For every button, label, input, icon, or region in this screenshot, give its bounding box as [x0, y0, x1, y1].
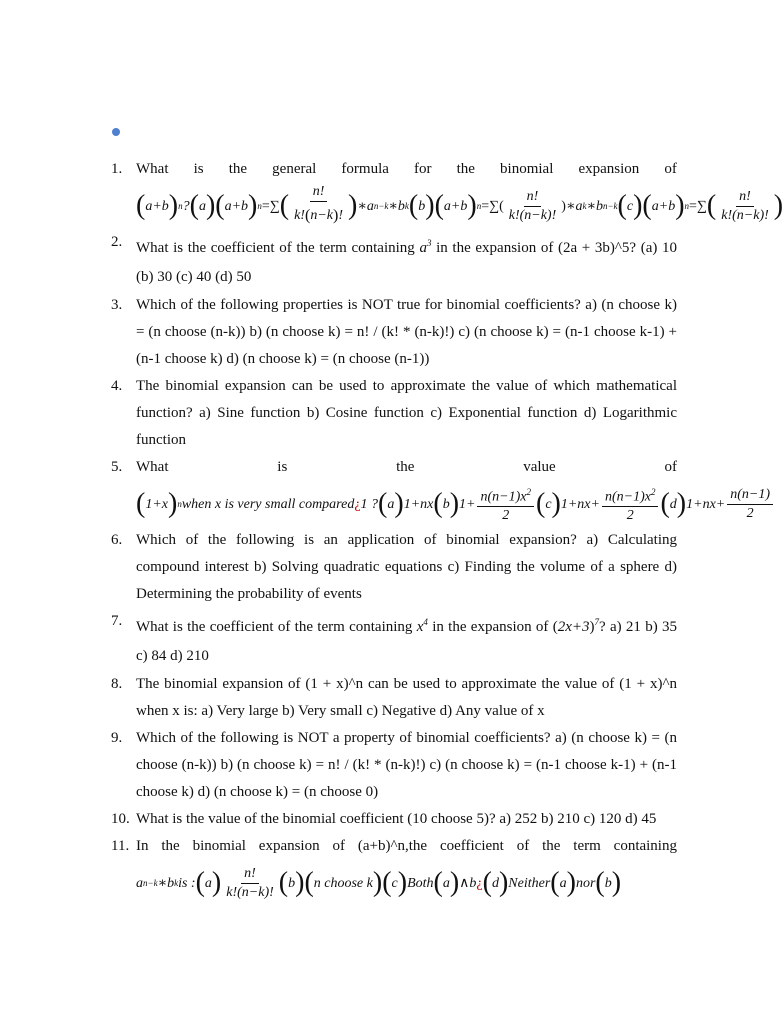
question-list: [0, 156, 783, 906]
question-text: The binomial expansion of (1 + x)^n can be used to approximate the value of (1 + x)^n when x is: a) Very large b) Very small c) Negative d) Any value of x: [136, 676, 677, 719]
question-text: What is the value of: [136, 459, 677, 475]
question-text: In the binomial expansion of (a+b)^n,the coefficient of the term containing: [136, 838, 677, 854]
question-11: [0, 833, 768, 906]
question-5: [0, 454, 771, 527]
question-text: What is the general formula for the binomial expansion of: [136, 161, 677, 177]
question-math: ( a+b ) n ? ( a ) ( a+b ) n =∑ ( $\frac{n!}{k!(n-k)!}$ ) ∗a n−k ∗b k ( b ) ( a+b ) n =∑( $\frac{n!}{k!(n-k)!}$ ) ∗a k ∗b n−k ( c ) ( a+b ) n =∑ ( $\frac{n!}{k!(n-k)!}$ ): [136, 183, 783, 224]
question-text: Which of the following is NOT a property of binomial coefficients? a) (n choose k) = (n choose (n-k)) b) (n choose k) = n! / (k! * (n-k)!) c) (n choose k) = (n-1 choose k-1) + (n-1 choose k) d) (n choose k) = (n choose 0): [136, 730, 677, 800]
question-text: What is the coefficient of the term containing $x^4$ in the expansion of $(2x+3)^7$? a) 21 b) 35 c) 84 d) 210: [136, 617, 678, 664]
question-number: 2.: [111, 234, 123, 250]
question-number: 10.: [111, 811, 130, 827]
list-bullet: [112, 128, 120, 136]
question-text: Which of the following is an application of binomial expansion? a) Calculating compound interest b) Solving quadratic equations c) Finding the volume of a sphere d) Determining the probability of events: [136, 532, 677, 602]
question-number: 6.: [111, 532, 123, 548]
question-number: 5.: [111, 459, 123, 475]
question-text: Which of the following properties is NOT true for binomial coefficients? a) (n choose k) = (n choose (n-k)) b) (n choose k) = n! / (k! * (n-k)!) c) (n choose k) = (n-1 choose k-1) + (n-1 choose k) d) (n choose k) = (n choose (n-1)): [136, 297, 677, 367]
question-number: 8.: [111, 676, 123, 692]
question-math: a n−k ∗b k is : ( a ) $\frac{n!}{k!(n-k)!}$ ( b ) ( n choose k ) ( c ) Both ( a ) ∧b ¿ ( d ) Neither ( a ) nor ( b ): [136, 865, 622, 900]
question-4: [0, 373, 768, 454]
question-number: 3.: [111, 297, 123, 313]
question-number: 7.: [111, 613, 123, 629]
question-6: [0, 527, 768, 608]
question-10: [0, 806, 768, 833]
question-9: [0, 725, 768, 806]
question-text: The binomial expansion can be used to approximate the value of which mathematical function? a) Sine function b) Cosine function c) Exponential function d) Logarithmic function: [136, 378, 677, 448]
question-text: What is the coefficient of the term containing $a^3$ in the expansion of (2a + 3b)^5? (a) 10 (b) 30 (c) 40 (d) 50: [136, 238, 678, 285]
question-number: 11.: [111, 838, 130, 854]
question-number: 1.: [111, 161, 123, 177]
question-7: [0, 608, 768, 671]
question-math: ( 1+x ) n when x is very small compared ¿ 1 ? ( a ) 1+nx ( b ) 1+ $\frac{n(n-1)x^2}{2}$ ( c ) 1+nx+ $\frac{n(n-1)x^2}{2}$ ( d ) 1+nx+ $\frac{n(n-1)}{2}$: [136, 481, 677, 527]
question-number: 4.: [111, 378, 123, 394]
question-8: [0, 671, 768, 725]
question-text: What is the value of the binomial coefficient (10 choose 5)? a) 252 b) 210 c) 120 d) 45: [136, 811, 657, 827]
question-number: 9.: [111, 730, 123, 746]
question-2: [0, 229, 768, 292]
question-1: [0, 156, 783, 229]
question-3: [0, 292, 768, 373]
